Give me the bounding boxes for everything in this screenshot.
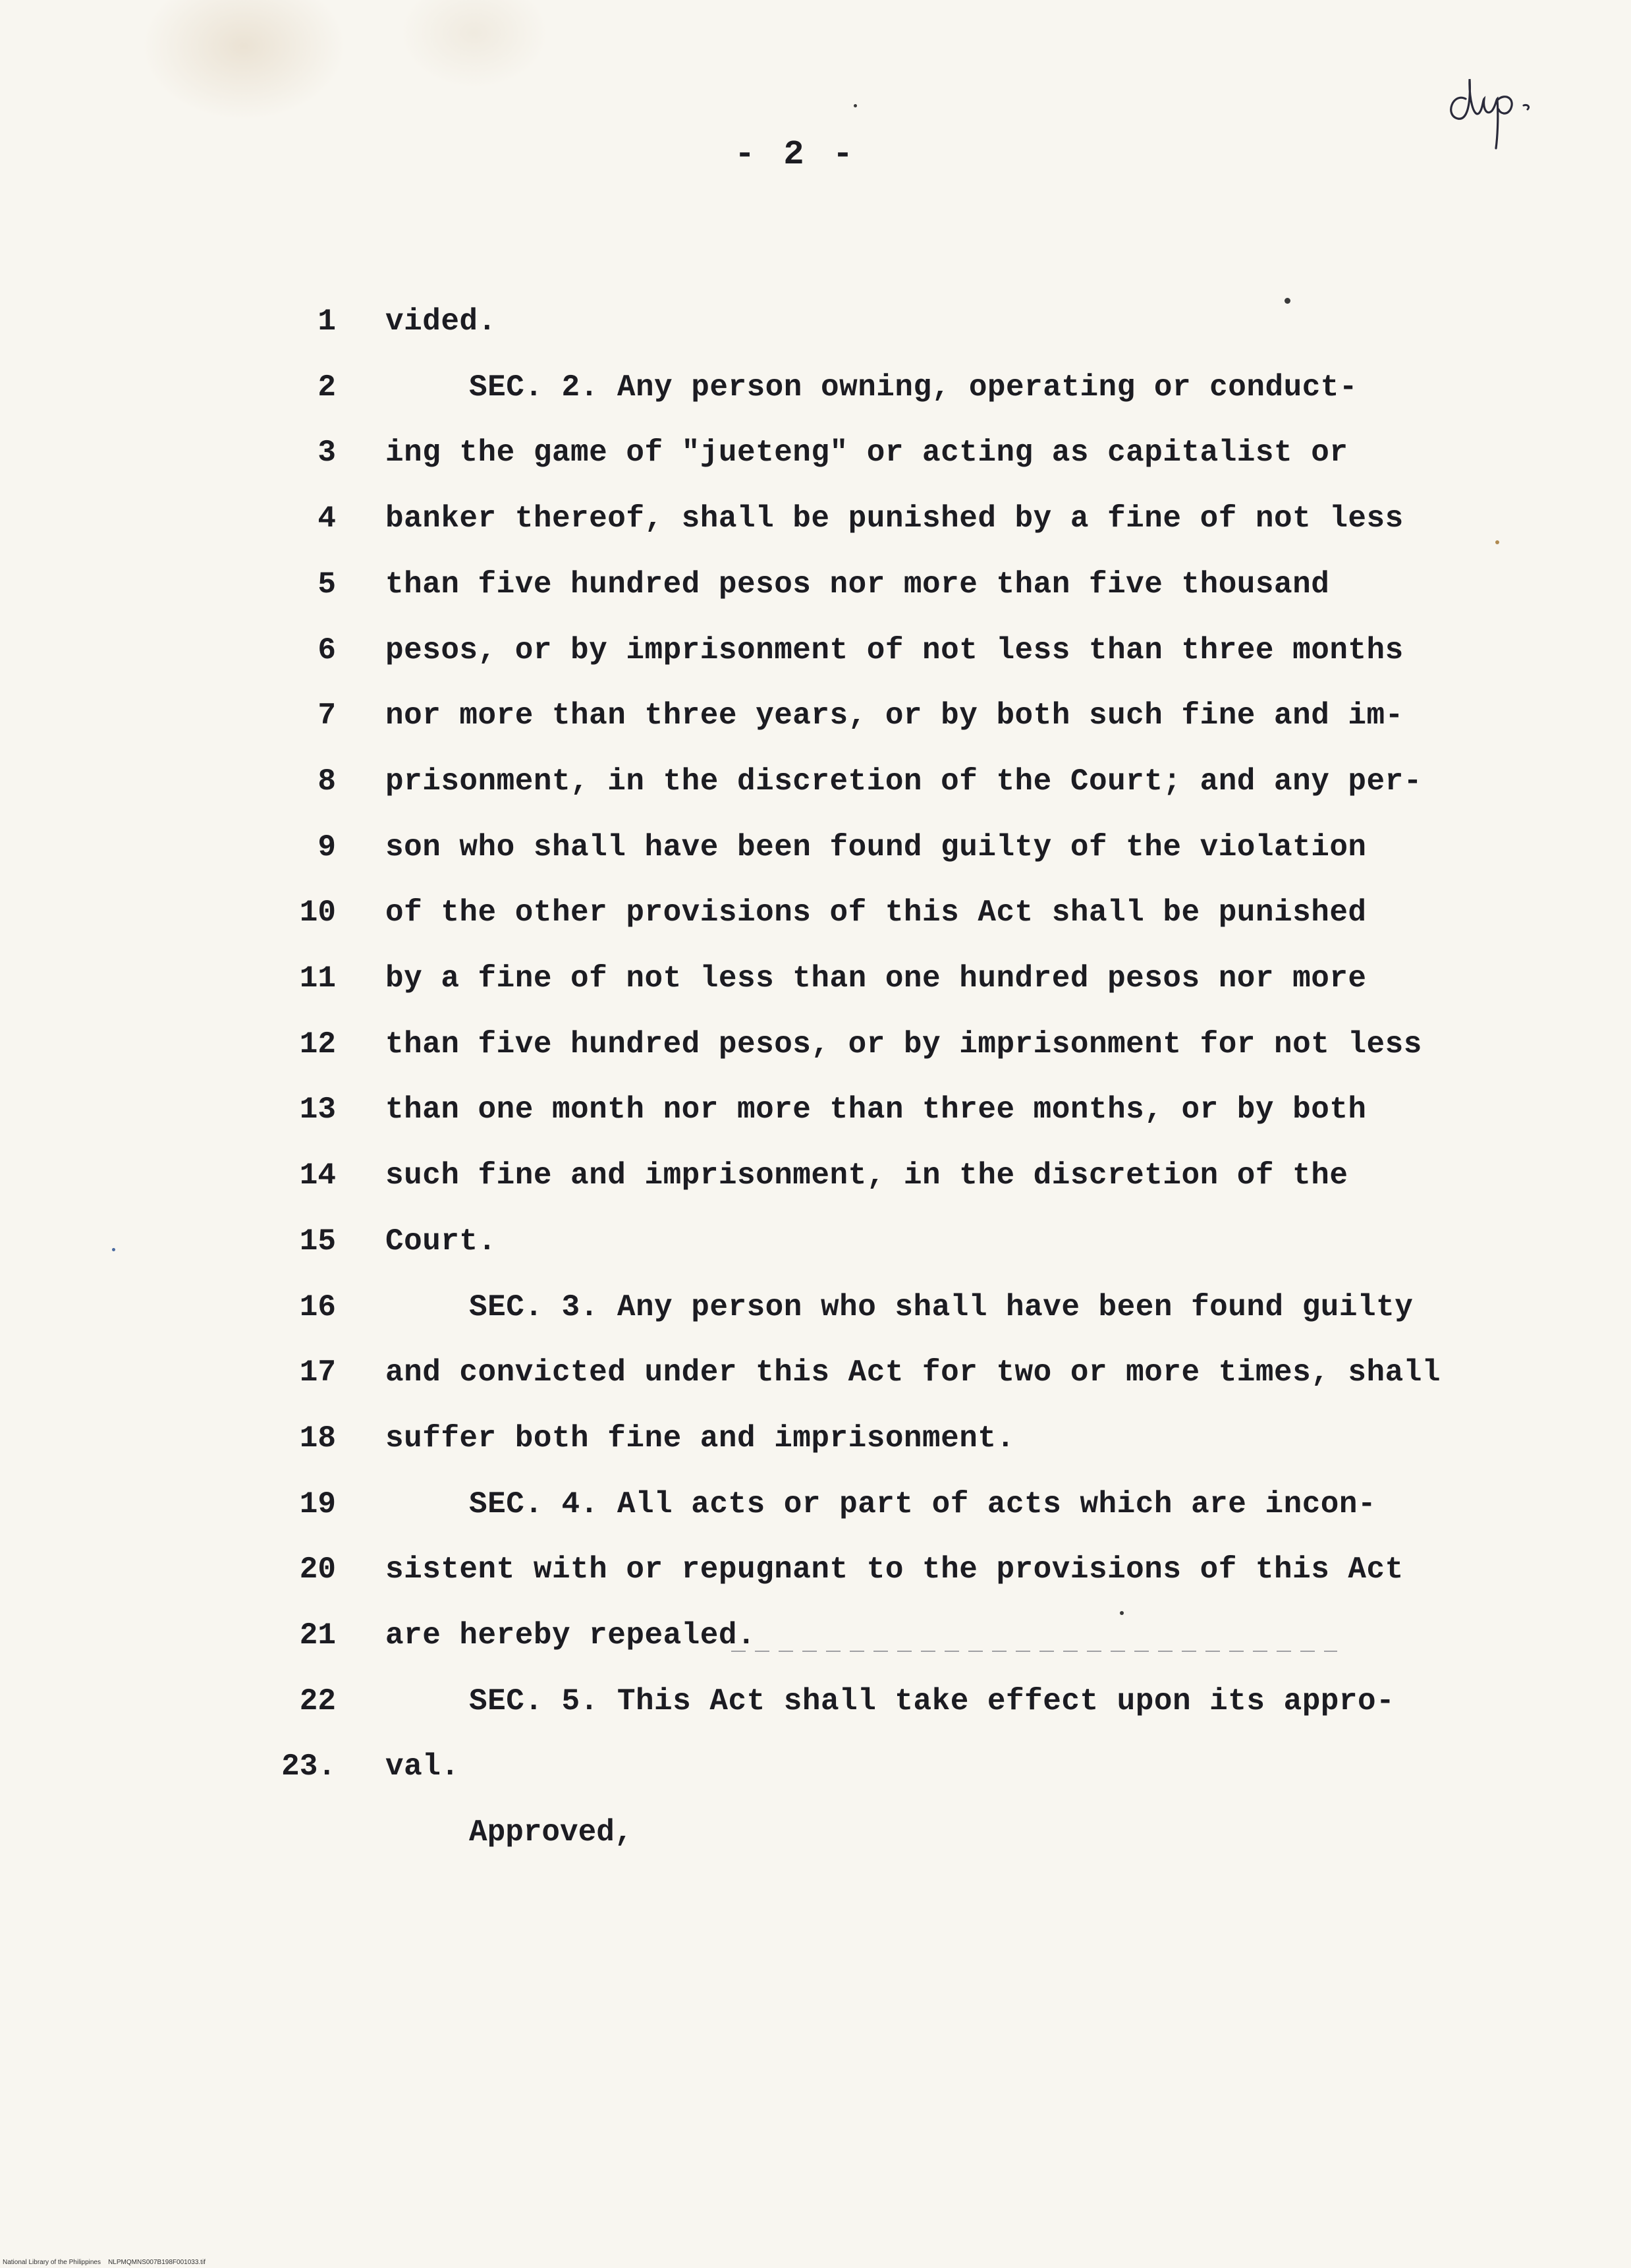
- document-line: [0, 633, 1631, 679]
- dashed-rule: [731, 1649, 1337, 1653]
- line-number: 12: [299, 1027, 336, 1062]
- line-number: 4: [318, 501, 336, 536]
- document-line: [0, 1684, 1631, 1730]
- line-text: than one month nor more than three months, or by both: [385, 1092, 1367, 1127]
- document-line: [0, 1027, 1631, 1073]
- line-number: 15: [299, 1224, 336, 1259]
- scan-footer: National Library of the Philippines NLPMQMNS007B198F001033.tif: [3, 2259, 206, 2266]
- line-number: 11: [299, 961, 336, 996]
- ink-speck: [854, 104, 857, 107]
- line-text: nor more than three years, or by both such fine and im-: [385, 698, 1404, 733]
- document-line: [0, 501, 1631, 548]
- document-line: [0, 1749, 1631, 1796]
- line-text: SEC. 4. All acts or part of acts which are incon-: [469, 1487, 1377, 1521]
- line-number: 23.: [281, 1749, 336, 1784]
- document-line: [0, 1092, 1631, 1139]
- line-number: 2: [318, 370, 336, 405]
- ink-speck: [1285, 298, 1290, 304]
- line-text: SEC. 3. Any person who shall have been found guilty: [469, 1290, 1414, 1324]
- line-number: 7: [318, 698, 336, 733]
- line-text: sistent with or repugnant to the provisions of this Act: [385, 1552, 1404, 1587]
- document-line: [0, 895, 1631, 942]
- handwritten-note-dup: [1439, 53, 1558, 152]
- line-number: 21: [299, 1618, 336, 1653]
- line-number: 20: [299, 1552, 336, 1587]
- document-line: [0, 1290, 1631, 1336]
- line-number: 1: [318, 304, 336, 339]
- document-line: [0, 567, 1631, 613]
- line-number: 18: [299, 1421, 336, 1456]
- line-number: 13: [299, 1092, 336, 1127]
- line-text: SEC. 5. This Act shall take effect upon its appro-: [469, 1684, 1395, 1718]
- line-number: 5: [318, 567, 336, 602]
- line-text: than five hundred pesos, or by imprisonment for not less: [385, 1027, 1422, 1062]
- line-number: 6: [318, 633, 336, 667]
- line-text: prisonment, in the discretion of the Court; and any per-: [385, 764, 1422, 799]
- document-line: [0, 304, 1631, 351]
- document-line: [0, 764, 1631, 810]
- line-number: 14: [299, 1158, 336, 1193]
- line-text: are hereby repealed.: [385, 1618, 756, 1653]
- line-text: val.: [385, 1749, 460, 1784]
- line-number: 16: [299, 1290, 336, 1324]
- line-text: and convicted under this Act for two or more times, shall: [385, 1355, 1441, 1390]
- line-text: pesos, or by imprisonment of not less than three months: [385, 633, 1404, 667]
- document-line: [0, 370, 1631, 416]
- line-text: banker thereof, shall be punished by a fine of not less: [385, 501, 1404, 536]
- ink-speck: [112, 1248, 115, 1251]
- document-line: [0, 1224, 1631, 1270]
- line-number: 17: [299, 1355, 336, 1390]
- line-text: such fine and imprisonment, in the discretion of the: [385, 1158, 1348, 1193]
- document-line: [0, 1552, 1631, 1599]
- approved-closing: Approved,: [469, 1815, 633, 1850]
- document-line: [0, 698, 1631, 745]
- line-number: 10: [299, 895, 336, 930]
- line-text: SEC. 2. Any person owning, operating or conduct-: [469, 370, 1358, 405]
- page-number: - 2 -: [734, 135, 858, 174]
- line-number: 22: [299, 1684, 336, 1718]
- line-text: Court.: [385, 1224, 497, 1259]
- line-number: 9: [318, 830, 336, 865]
- document-line: [0, 436, 1631, 482]
- document-line: [0, 1618, 1631, 1664]
- document-line: [0, 1158, 1631, 1205]
- line-text: suffer both fine and imprisonment.: [385, 1421, 1015, 1456]
- ink-speck: [1495, 540, 1499, 544]
- line-number: 3: [318, 436, 336, 470]
- document-line: [0, 961, 1631, 1007]
- line-text: of the other provisions of this Act shall be punished: [385, 895, 1367, 930]
- document-line: [0, 830, 1631, 876]
- line-number: 19: [299, 1487, 336, 1521]
- line-text: by a fine of not less than one hundred pesos nor more: [385, 961, 1367, 996]
- line-text: than five hundred pesos nor more than five thousand: [385, 567, 1330, 602]
- document-line: [0, 1487, 1631, 1533]
- line-text: son who shall have been found guilty of the violation: [385, 830, 1367, 865]
- line-text: ing the game of "jueteng" or acting as capitalist or: [385, 436, 1348, 470]
- ink-speck: [1120, 1611, 1124, 1615]
- document-line: [0, 1421, 1631, 1467]
- line-number: 8: [318, 764, 336, 799]
- line-text: vided.: [385, 304, 497, 339]
- document-line: [0, 1355, 1631, 1402]
